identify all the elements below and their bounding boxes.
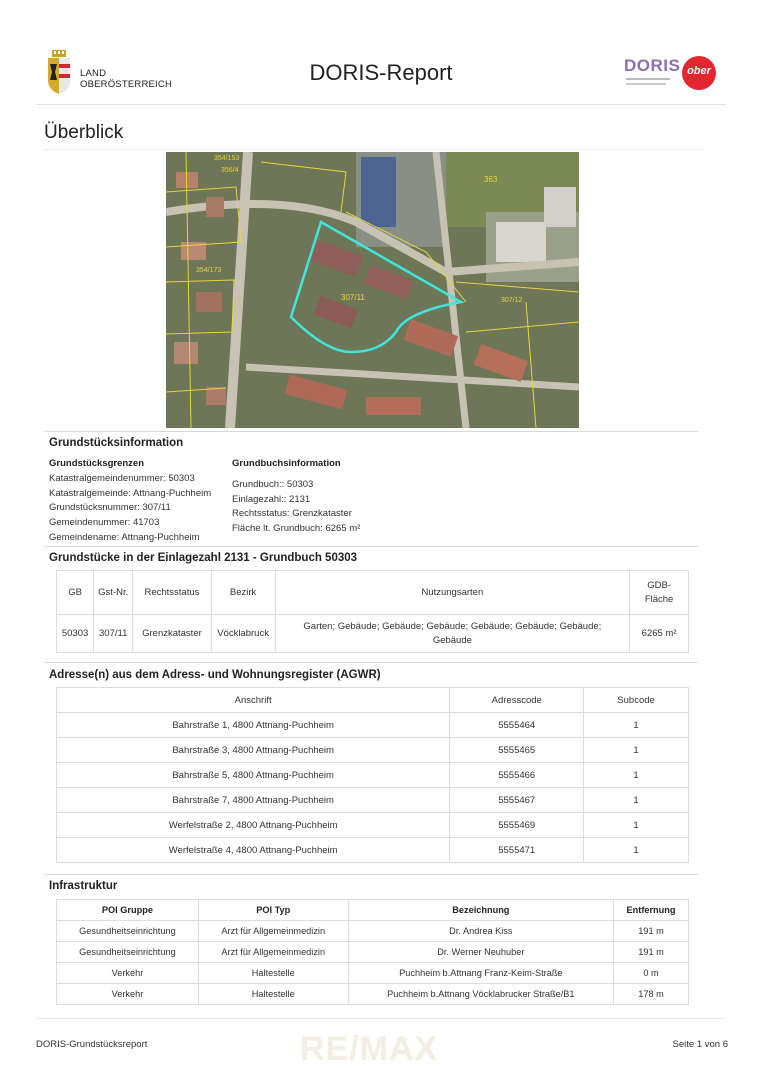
table-cell: Verkehr [57,984,199,1005]
table-cell: 191 m [614,942,689,963]
table-row [57,615,689,653]
table-cell: Bahrstraße 7, 4800 Attnang-Puchheim [57,788,450,813]
table-row [57,984,689,1005]
section-title-grundstuecksinformation: Grundstücksinformation [49,437,184,449]
einlagezahl-table [56,570,689,653]
section-divider [44,546,698,547]
grenzen-line: Grundstücksnummer: 307/11 [49,502,171,514]
table-cell: 1 [584,788,689,813]
table-cell: 50303 [57,615,94,653]
cadastral-map [166,152,579,428]
grenzen-line: Katastralgemeindenummer: 50303 [49,473,195,484]
table-cell: Bahrstraße 1, 4800 Attnang-Puchheim [57,713,450,738]
overview-divider [44,149,704,150]
table-header: GB [57,571,94,615]
table-cell: Dr. Werner Neuhuber [348,942,613,963]
grenzen-list [49,472,211,546]
table-cell: Haltestelle [198,963,348,984]
grundbuch-list [232,478,360,537]
table-cell: 5555471 [450,838,584,863]
subsection-title-grundbuch: Grundbuchsinformation [232,458,341,469]
remax-watermark: RE/MAX [300,1030,439,1068]
doris-logo-line [626,78,670,80]
table-row [57,921,689,942]
table-row [57,738,689,763]
map-label: 363 [484,175,498,184]
map-label: 354/153 [214,155,240,162]
grundbuch-line: Einlagezahl:: 2131 [232,493,311,505]
grundbuch-line: Fläche lt. Grundbuch: 6265 m² [232,523,361,535]
table-cell: 1 [584,813,689,838]
table-cell: Puchheim b.Attnang Vöcklabrucker Straße/B1 [348,984,613,1005]
footer-page-number: Seite 1 von 6 [672,1039,728,1050]
infrastruktur-table [56,899,689,1005]
table-cell: 5555464 [450,713,584,738]
section-divider [44,662,698,663]
section-title-einlagezahl: Grundstücke in der Einlagezahl 2131 - Grundbuch 50303 [49,552,358,564]
table-header: POI Gruppe [57,900,199,921]
table-cell: Bahrstraße 5, 4800 Attnang-Puchheim [57,763,450,788]
table-cell: 5555466 [450,763,584,788]
table-cell: Garten; Gebäude; Gebäude; Gebäude; Gebäude; Gebäude; Gebäude; Gebäude [275,615,630,653]
table-cell: 1 [584,713,689,738]
table-header: Bezirk [211,571,275,615]
table-cell: Vöcklabruck [211,615,275,653]
table-row [57,788,689,813]
table-cell: 1 [584,738,689,763]
table-cell: Werfelstraße 4, 4800 Attnang-Puchheim [57,838,450,863]
section-divider [44,874,698,875]
table-row [57,713,689,738]
table-cell: 1 [584,838,689,863]
grenzen-line: Gemeindename: Attnang-Puchheim [49,531,200,543]
table-cell: Werfelstraße 2, 4800 Attnang-Puchheim [57,813,450,838]
ober-logo [682,56,716,90]
footer-divider [36,1018,726,1019]
subsection-title-grenzen: Grundstücksgrenzen [49,458,145,469]
table-header: POI Typ [198,900,348,921]
doris-logo [624,56,681,90]
table-cell: Puchheim b.Attnang Franz-Keim-Straße [348,963,613,984]
table-cell: Haltestelle [198,984,348,1005]
table-cell: 6265 m² [630,615,689,653]
table-cell: Arzt für Allgemeinmedizin [198,942,348,963]
doris-logo-line [626,83,666,85]
table-row [57,963,689,984]
adressen-table [56,687,689,863]
map-label: 307/12 [501,297,523,304]
ober-logo-text: ober [687,65,711,77]
table-header: Nutzungsarten [275,571,630,615]
table-row [57,813,689,838]
table-cell: Gesundheitseinrichtung [57,921,199,942]
section-title-infrastruktur: Infrastruktur [49,880,118,892]
overview-heading: Überblick [44,122,124,143]
header-divider [36,104,726,105]
map-graphic [166,152,579,428]
table-cell: 5555465 [450,738,584,763]
grundbuch-line: Grundbuch:: 50303 [232,479,314,490]
section-title-adressen: Adresse(n) aus dem Adress- und Wohnungsregister (AGWR) [49,669,381,681]
table-cell: 191 m [614,921,689,942]
table-cell: 307/11 [94,615,133,653]
table-header: Bezeichnung [348,900,613,921]
table-cell: 1 [584,763,689,788]
table-cell: 5555469 [450,813,584,838]
map-label: 354/173 [196,267,222,274]
table-cell: 0 m [614,963,689,984]
table-cell: 5555467 [450,788,584,813]
logo-line-land: LAND [80,68,107,79]
table-header: Gst-Nr. [94,571,133,615]
map-label: 356/4 [221,167,239,174]
table-row [57,942,689,963]
table-header: Adresscode [450,688,584,713]
table-row [57,838,689,863]
report-header [36,48,726,104]
map-label: 307/11 [341,293,365,302]
table-cell: 178 m [614,984,689,1005]
doris-logo-text: DORIS [624,56,681,75]
grenzen-line: Gemeindenummer: 41703 [49,517,160,529]
section-divider [44,431,698,432]
table-header: Rechtsstatus [133,571,211,615]
table-cell: Bahrstraße 3, 4800 Attnang-Puchheim [57,738,450,763]
table-cell: Arzt für Allgemeinmedizin [198,921,348,942]
table-header: Entfernung [614,900,689,921]
table-cell: Gesundheitseinrichtung [57,942,199,963]
grenzen-line: Katastralgemeinde: Attnang-Puchheim [49,487,212,499]
table-row [57,763,689,788]
table-cell: Dr. Andrea Kiss [348,921,613,942]
grundbuch-line: Rechtsstatus: Grenzkataster [232,508,352,520]
table-cell: Grenzkataster [133,615,211,653]
footer-report-name: DORIS-Grundstücksreport [36,1039,148,1050]
table-cell: Verkehr [57,963,199,984]
table-header: Anschrift [57,688,450,713]
table-header: GDB- Fläche [630,571,689,615]
logo-line-region: OBERÖSTERREICH [80,79,173,90]
table-header: Subcode [584,688,689,713]
document-title: DORIS-Report [309,60,453,85]
